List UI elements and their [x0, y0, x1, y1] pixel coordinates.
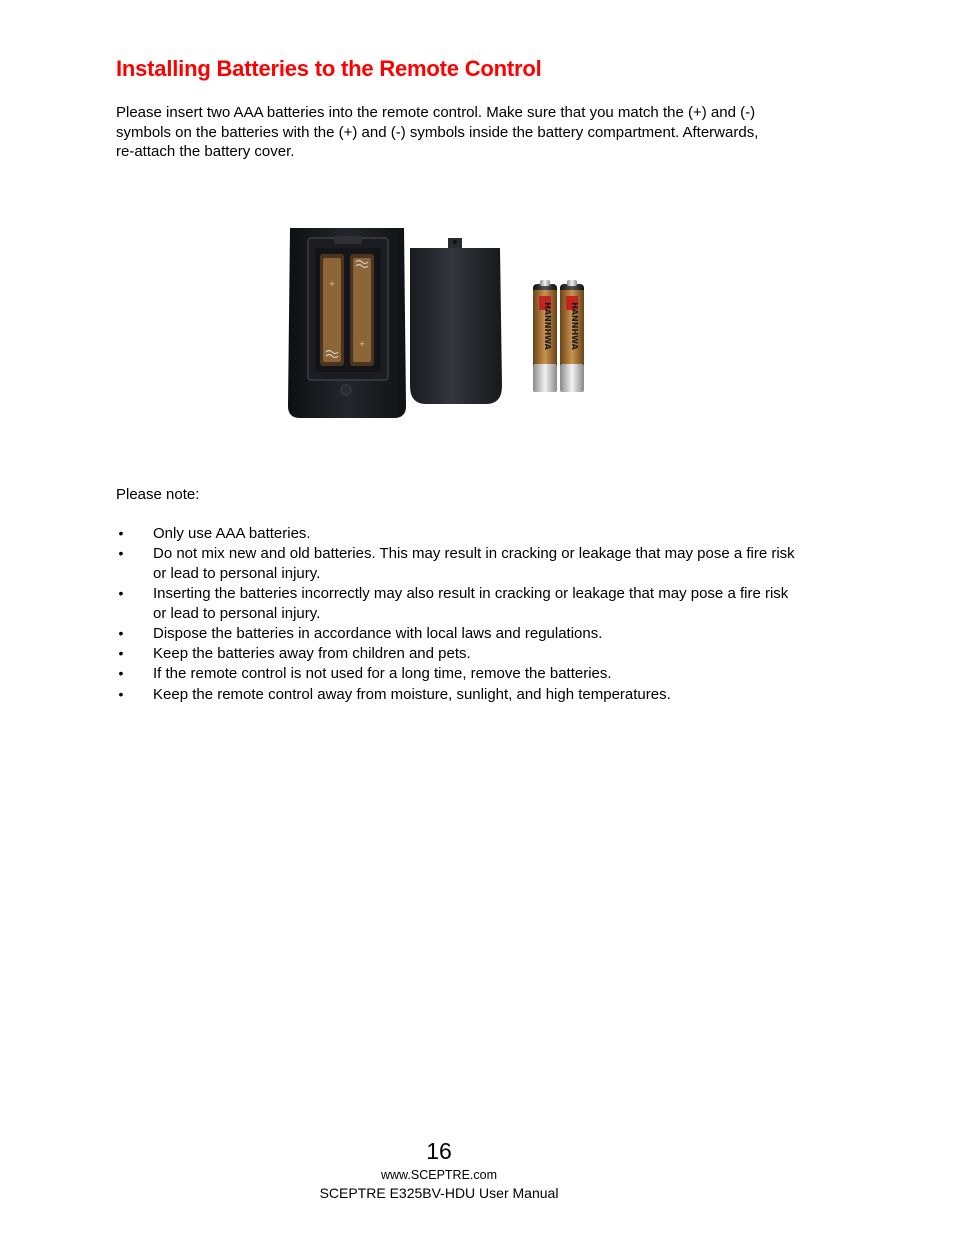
svg-text:+: +: [329, 280, 335, 288]
bullet-icon: •: [118, 665, 124, 682]
bullet-icon: •: [118, 685, 124, 702]
remote-control-back: [288, 228, 406, 418]
bullet-icon: •: [118, 525, 124, 541]
list-item: • Dispose the batteries in accordance with local laws and regulations.: [116, 624, 796, 644]
list-item: • Do not mix new and old batteries. This may result in cracking or leakage that may pose a fire risk or lead to personal injury.: [116, 544, 796, 583]
footer-manual-title: SCEPTRE E325BV-HDU User Manual: [319, 1185, 559, 1201]
bullet-icon: •: [118, 624, 124, 641]
battery-brand-label: HANNHWA: [570, 302, 579, 350]
bullet-icon: •: [118, 545, 124, 562]
intro-paragraph: Please insert two AAA batteries into the remote control. Make sure that you match the (+) and (-) symbols on the batteries with the (+) and (-) symbols inside the battery compartment. Afterwards, re-attach the battery cover.: [116, 104, 759, 160]
battery-brand-label: HANNHWA: [543, 302, 552, 350]
bullet-icon: •: [118, 585, 124, 602]
footer-website: www.SCEPTRE.com: [381, 1168, 497, 1182]
list-item: • Inserting the batteries incorrectly may also result in cracking or leakage that may pose a fire risk or lead to personal injury.: [116, 584, 796, 623]
bullet-icon: •: [118, 645, 124, 662]
note-label: Please note:: [116, 486, 200, 503]
list-item: • If the remote control is not used for a long time, remove the batteries.: [116, 664, 796, 684]
remote-battery-photo: [286, 226, 596, 420]
page-title: Installing Batteries to the Remote Control: [116, 56, 542, 81]
aaa-batteries: [533, 280, 584, 392]
list-item: • Keep the remote control away from moisture, sunlight, and high temperatures.: [116, 685, 796, 705]
battery-cover: [410, 238, 502, 404]
notes-list: [116, 524, 796, 705]
list-item: • Only use AAA batteries.: [116, 524, 796, 544]
svg-text:+: +: [359, 340, 365, 348]
list-item: • Keep the batteries away from children and pets.: [116, 644, 796, 664]
page-number: 16: [426, 1138, 452, 1164]
